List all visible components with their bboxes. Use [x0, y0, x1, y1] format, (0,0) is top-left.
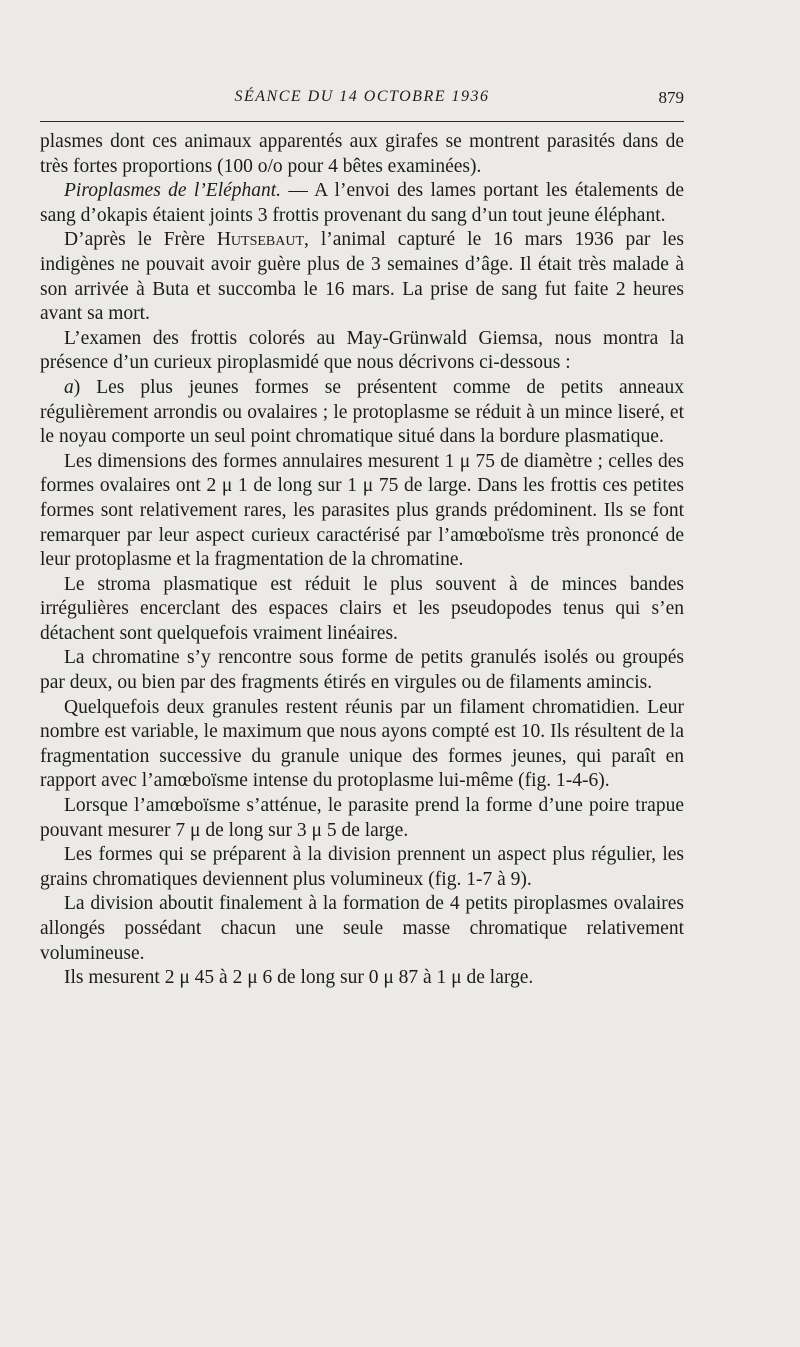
paragraph-9: Quelquefois deux granules restent réunis par un filament chromatidien. Leur nombre est variable, le maximum que nous ayons compté est 10. Ils résultent de la fragmentation successive du granule unique des formes jeunes, qui paraît en rapport avec l’amœboïsme intense du protoplasme lui-même (fig. 1-4-6).: [40, 696, 684, 792]
paragraph-2-body: — A l’envoi des lames portant les étalements de sang d’okapis étaient joints 3 frottis provenant du sang d’un tout jeune éléphant.: [40, 180, 684, 226]
person-name: Hutsebaut: [216, 229, 305, 251]
paragraph-10: Lorsque l’amœboïsme s’atténue, le parasite prend la forme d’une poire trapue pouvant mesurer 7 μ de long sur 3 μ 5 de large.: [40, 795, 684, 841]
paragraph-5: [40, 376, 684, 450]
paragraph-3-start: D’après le Frère: [64, 229, 217, 251]
paragraph-12: La division aboutit finalement à la formation de 4 petits piroplasmes ovalaires allongés possédant chacun une seule masse chromatique relativement volumineuse.: [40, 893, 684, 964]
page-header: [40, 88, 684, 112]
body-text: [40, 130, 684, 991]
paragraph-3-end: , l’animal capturé le 16 mars 1936 par les indigènes ne pouvait avoir guère plus de 3 semaines d’âge. Il était très malade à son arrivée à Buta et succomba le 16 mars. La prise de sang fut faite 2 heures avant sa mort.: [40, 229, 684, 325]
paragraph-1: plasmes dont ces animaux apparentés aux girafes se montrent parasités dans de très fortes proportions (100 o/o pour 4 bêtes examinées).: [40, 131, 684, 177]
paragraph-2: [40, 179, 684, 228]
paragraph-3: [40, 228, 684, 326]
running-head: SÉANCE DU 14 OCTOBRE 1936: [234, 88, 490, 105]
paragraph-6: Les dimensions des formes annulaires mesurent 1 μ 75 de diamètre ; celles des formes ovalaires ont 2 μ 1 de long sur 1 μ 75 de large. Dans les frottis ces petites formes sont relativement rares, les parasites plus grands prédominent. Ils se font remarquer par leur aspect curieux caractérisé par l’amœboïsme très prononcé de leur protoplasme et la fragmentation de la chromatine.: [40, 450, 684, 571]
header-rule: [40, 121, 684, 122]
paragraph-5-body: ) Les plus jeunes formes se présentent comme de petits anneaux régulièrement arrondis ou ovalaires ; le protoplasme se réduit à un mince liseré, et le noyau comporte un seul point chromatique situé dans la bordure plasmatique.: [40, 376, 684, 448]
paragraph-8: La chromatine s’y rencontre sous forme de petits granulés isolés ou groupés par deux, ou bien par des fragments étirés en virgules ou de filaments amincis.: [40, 647, 684, 694]
paragraph-11: Les formes qui se préparent à la division prennent un aspect plus régulier, les grains chromatiques deviennent plus volumineux (fig. 1-7 à 9).: [40, 844, 684, 890]
list-label: a: [64, 376, 74, 398]
paragraph-4: L’examen des frottis colorés au May-Grünwald Giemsa, nous montra la présence d’un curieux piroplasmidé que nous décrivons ci-dessous :: [40, 327, 684, 374]
page-number: 879: [658, 88, 684, 107]
section-title: Piroplasmes de l’Eléphant.: [64, 180, 282, 202]
paragraph-7: Le stroma plasmatique est réduit le plus souvent à de minces bandes irrégulières encerclant des espaces clairs et les pseudopodes tenus qui s’en détachent sont quelquefois vraiment linéaires.: [40, 573, 684, 644]
paragraph-13: Ils mesurent 2 μ 45 à 2 μ 6 de long sur 0 μ 87 à 1 μ de large.: [64, 967, 534, 989]
